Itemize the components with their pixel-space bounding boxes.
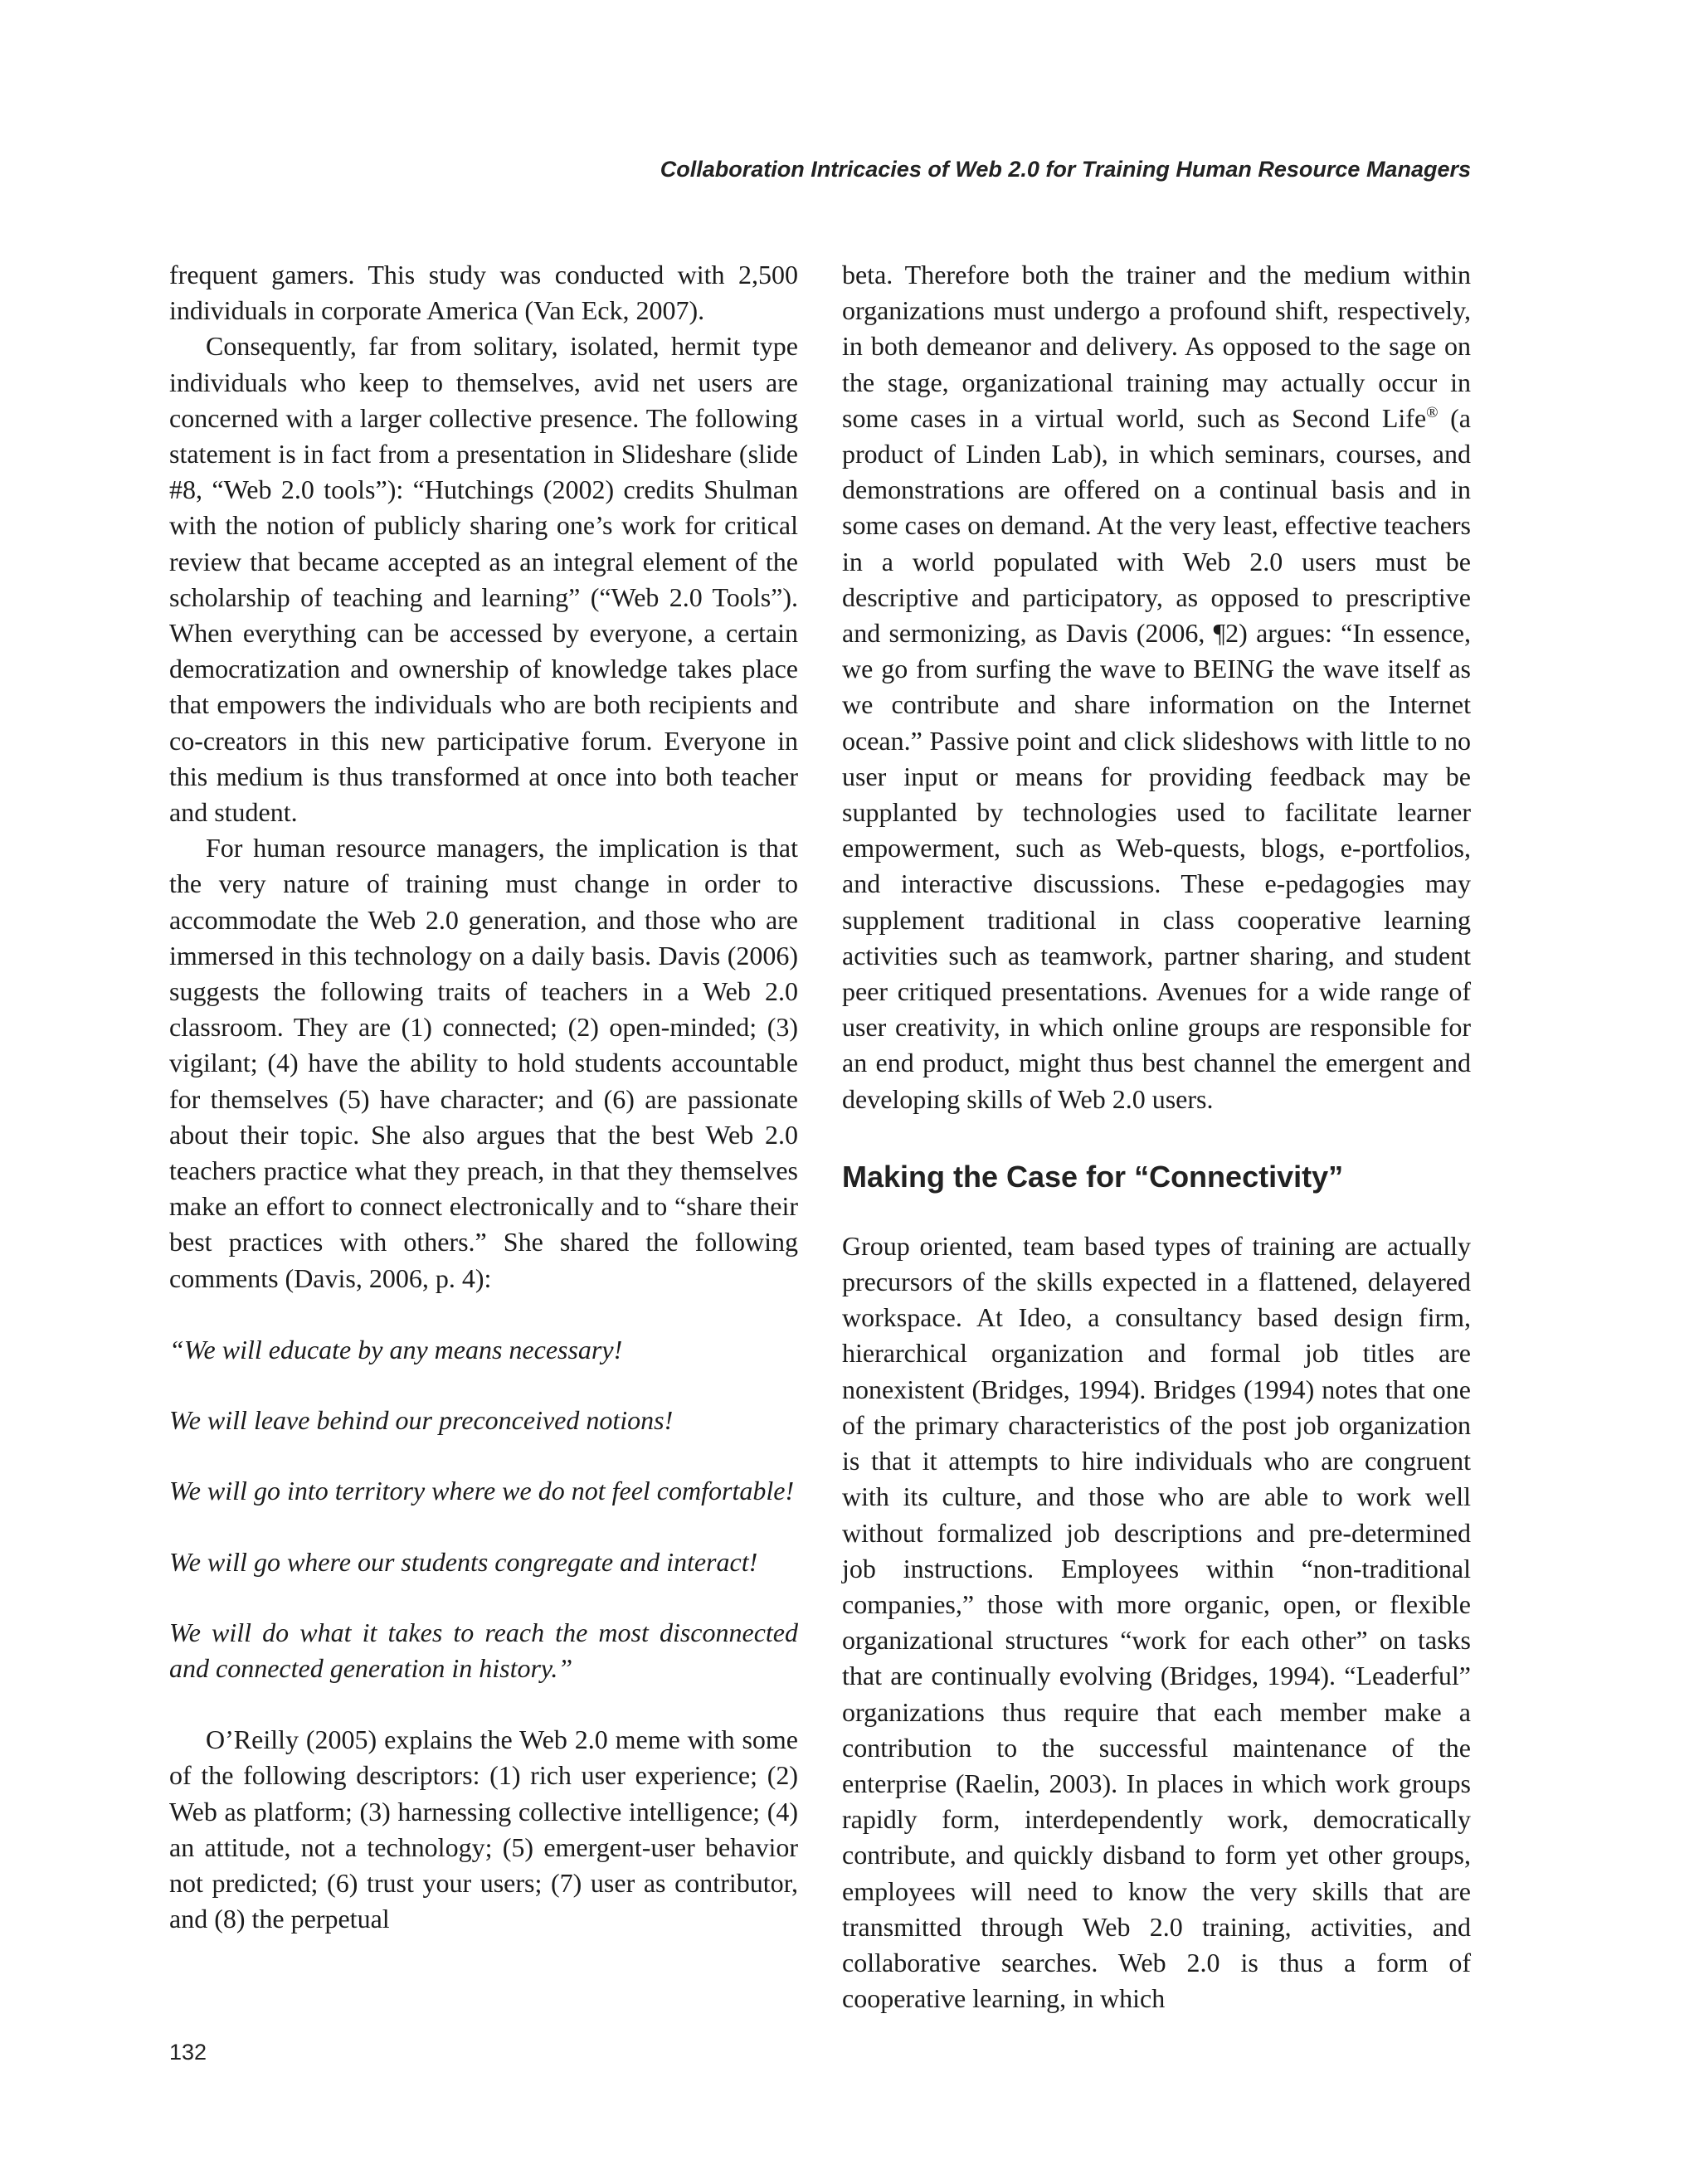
registered-mark: ® xyxy=(1426,403,1439,421)
quote-line: We will go where our students congregate and interact! xyxy=(169,1546,758,1577)
right-column xyxy=(842,257,1471,2016)
section-heading: Making the Case for “Connectivity” xyxy=(842,1159,1344,1194)
quote-line: “We will educate by any means necessary! xyxy=(169,1334,623,1364)
paragraph: For human resource managers, the implication is that the very nature of training must change in order to accommodate the Web 2.0 generation, and those who are immersed in this technology on a daily basis. Davis (2006) suggests the following traits of teachers in a Web 2.0 classroom. They are (1) connected; (2) open-minded; (3) vigilant; (4) have the ability to hold students accountable for themselves (5) have character; and (6) are passionate about their topic. She also argues that the best Web 2.0 teachers practice what they preach, in that they themselves make an effort to connect electronically and to “share their best practices with others.” She shared the following comments (Davis, 2006, p. 4): xyxy=(169,833,798,1293)
left-column xyxy=(169,257,798,1937)
paragraph-text: (a product of Linden Lab), in which seminars, courses, and demonstrations are offered on a continual basis and in some cases on demand. At the very least, effective teachers in a world populated with Web 2.0 users must be descriptive and participatory, as opposed to prescriptive and sermonizing, as Davis (2006, ¶2) argues: “In essence, we go from surfing the wave to BEING the wave itself as we contribute and share information on the Internet ocean.” Passive point and click slideshows with little to no user input or means for providing feedback may be supplanted by technologies used to facilitate learner empowerment, such as Web-quests, blogs, e-portfolios, and interactive discussions. These e-pedagogies may supplement traditional in class cooperative learning activities such as teamwork, partner sharing, and student peer critiqued presentations. Avenues for a wide range of user creativity, in which online groups are responsible for an end product, might thus best channel the emergent and developing skills of Web 2.0 users. xyxy=(842,402,1472,1114)
paragraph: Consequently, far from solitary, isolated, hermit type individuals who keep to themselves, avid net users are concerned with a larger collective presence. The following statement is in fact from a presentation in Slideshare (slide #8, “Web 2.0 tools”): “Hutchings (2002) credits Shulman with the notion of publicly sharing one’s work for critical review that became accepted as an integral element of the scholarship of teaching and learning” (“Web 2.0 Tools”). When everything can be accessed by everyone, a certain democratization and ownership of knowledge takes place that empowers the individuals who are both recipients and co-creators in this new participative forum. Everyone in this medium is thus transformed at once into both teacher and student. xyxy=(169,331,798,828)
paragraph-text: beta. Therefore both the trainer and the medium within organizations must undergo a profound shift, respectively, in both demeanor and delivery. As opposed to the sage on the stage, organizational training may actually occur in some cases in a virtual world, such as Second Life xyxy=(842,260,1471,433)
page-number: 132 xyxy=(169,2040,207,2065)
quote-line: We will go into territory where we do not feel comfortable! xyxy=(169,1476,795,1506)
quote-line: We will leave behind our preconceived notions! xyxy=(169,1405,674,1436)
quote-line: We will do what it takes to reach the most disconnected and connected generation in history.” xyxy=(169,1617,798,1683)
running-header: Collaboration Intricacies of Web 2.0 for Training Human Resource Managers xyxy=(660,157,1471,182)
paragraph: frequent gamers. This study was conducted with 2,500 individuals in corporate America (Van Eck, 2007). xyxy=(169,260,798,326)
paragraph xyxy=(842,257,1471,1117)
paragraph: O’Reilly (2005) explains the Web 2.0 meme with some of the following descriptors: (1) rich user experience; (2) Web as platform; (3) harnessing collective intelligence; (4) an attitude, not a technology; (5) emergent-user behavior not predicted; (6) trust your users; (7) user as contributor, and (8) the perpetual xyxy=(169,1724,798,1934)
paragraph: Group oriented, team based types of training are actually precursors of the skills expected in a flattened, delayered workspace. At Ideo, a consultancy based design firm, hierarchical organization and formal job titles are nonexistent (Bridges, 1994). Bridges (1994) notes that one of the primary characteristics of the post job organization is that it attempts to hire individuals who are congruent with its culture, and those who are able to work well without formalized job descriptions and pre-determined job instructions. Employees within “non-traditional companies,” those with more organic, open, or flexible organizational structures “work for each other” on tasks that are continually evolving (Bridges, 1994). “Leaderful” organizations thus require that each member make a contribution to the successful maintenance of the enterprise (Raelin, 2003). In places in which work groups rapidly form, interdependently work, democratically contribute, and quickly disband to form yet other groups, employees will need to know the very skills that are transmitted through Web 2.0 training, activities, and collaborative searches. Web 2.0 is thus a form of cooperative learning, in which xyxy=(842,1230,1471,2014)
